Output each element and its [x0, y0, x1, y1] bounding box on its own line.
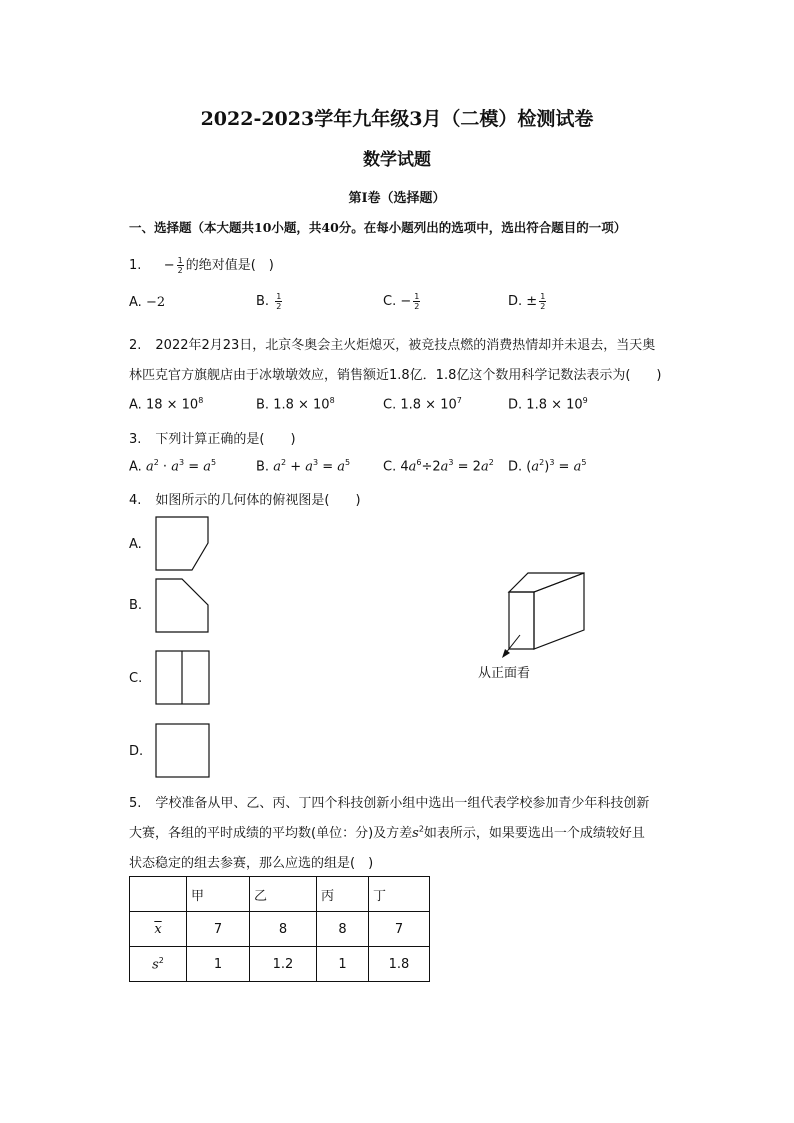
q3-option-c[interactable]: C. $4a^6\div 2a^3 = 2a^2$ [383, 458, 494, 475]
question-number: 1. [129, 258, 142, 273]
question-2 [129, 334, 655, 353]
fraction: $\frac{1}{2}$ [177, 256, 183, 275]
q4-option-c-label[interactable]: C. [129, 671, 143, 686]
table-cell: 1 [187, 947, 250, 982]
question-3 [129, 428, 296, 447]
table-header-cell: 丙 [317, 877, 369, 912]
table-row [130, 877, 430, 912]
q4-option-c-figure[interactable] [155, 650, 211, 706]
question-text: 的绝对值是( ) [185, 258, 274, 273]
geometric-solid-figure [500, 570, 592, 662]
view-caption: 从正面看 [478, 666, 531, 681]
q4-option-b-label[interactable]: B. [129, 598, 143, 613]
question-5-line2: 大赛，各组的平时成绩的平均数(单位：分)及方差$s^2$如表所示，如果要选出一个成绩较好且 [129, 824, 645, 841]
table-cell: 8 [317, 912, 369, 947]
q2-option-a[interactable]: A. $18 \times 10^8$ [129, 396, 204, 413]
table-cell: 8 [250, 912, 317, 947]
question-1 [129, 254, 274, 275]
table-cell: 1.2 [250, 947, 317, 982]
q1-option-c[interactable]: C. − $\frac{1}{2}$ [383, 292, 420, 311]
question-number: 3. [129, 432, 142, 447]
question-5 [129, 792, 649, 811]
section-instructions: 一、选择题（本大题共10小题，共40分。在每小题列出的选项中，选出符合题目的一项） [129, 220, 627, 235]
question-number: 2. [129, 338, 142, 353]
question-number: 5. [129, 796, 142, 811]
question-text: 下列计算正确的是( ) [155, 432, 296, 447]
q2-option-b[interactable]: B. $1.8 \times 10^8$ [256, 396, 335, 413]
table-row [130, 947, 430, 982]
scores-table [129, 876, 430, 982]
question-text: 如图所示的几何体的俯视图是( ) [155, 493, 361, 508]
q1-option-a[interactable]: A. −2 [129, 295, 166, 310]
question-2-line2: 林匹克官方旗舰店由于冰墩墩效应，销售额近1.8亿．1.8亿这个数用科学记数法表示为( ) [129, 368, 662, 383]
q4-option-a-figure[interactable] [155, 516, 211, 572]
q2-option-d[interactable]: D. $1.8 \times 10^9$ [508, 396, 588, 413]
question-number: 4. [129, 493, 142, 508]
q3-option-d[interactable]: D. $(a^2)^3 = a^5$ [508, 458, 587, 475]
table-row [130, 912, 430, 947]
q4-option-d-label[interactable]: D. [129, 744, 144, 759]
table-cell: 7 [369, 912, 430, 947]
math-minus: − [163, 258, 175, 273]
table-cell: 1 [317, 947, 369, 982]
q4-option-a-label[interactable]: A. [129, 537, 142, 552]
part-heading: 第I卷（选择题） [348, 191, 446, 206]
q1-option-b[interactable]: B. $\frac{1}{2}$ [256, 292, 282, 311]
table-header-cell: 丁 [369, 877, 430, 912]
table-cell: 1.8 [369, 947, 430, 982]
question-text-line1: 2022年2月23日，北京冬奥会主火炬熄灭，被竞技点燃的消费热情却并未退去，当天奥 [155, 338, 656, 353]
exam-subtitle: 数学试题 [363, 150, 431, 170]
table-header-cell [130, 877, 187, 912]
table-header-cell: 甲 [187, 877, 250, 912]
table-cell: 7 [187, 912, 250, 947]
row-label-mean: $\overline{x}$ [130, 912, 187, 947]
q4-option-b-figure[interactable] [155, 578, 211, 634]
q1-option-d[interactable]: D. ± $\frac{1}{2}$ [508, 292, 546, 311]
q3-option-b[interactable]: B. $a^2 + a^3 = a^5$ [256, 458, 351, 475]
question-text-line1: 学校准备从甲、乙、丙、丁四个科技创新小组中选出一组代表学校参加青少年科技创新 [155, 796, 650, 811]
q3-option-a[interactable]: A. $a^2 \cdot a^3 = a^5$ [129, 458, 217, 475]
arrow-icon [502, 649, 510, 658]
exam-title: 2022-2023学年九年级3月（二模）检测试卷 [200, 108, 594, 130]
q2-option-c[interactable]: C. $1.8 \times 10^7$ [383, 396, 462, 413]
q4-option-d-figure[interactable] [155, 723, 211, 779]
question-4 [129, 489, 361, 508]
row-label-variance: $s^2$ [130, 947, 187, 982]
table-header-cell: 乙 [250, 877, 317, 912]
question-5-line3: 状态稳定的组去参赛，那么应选的组是( ) [129, 856, 374, 871]
